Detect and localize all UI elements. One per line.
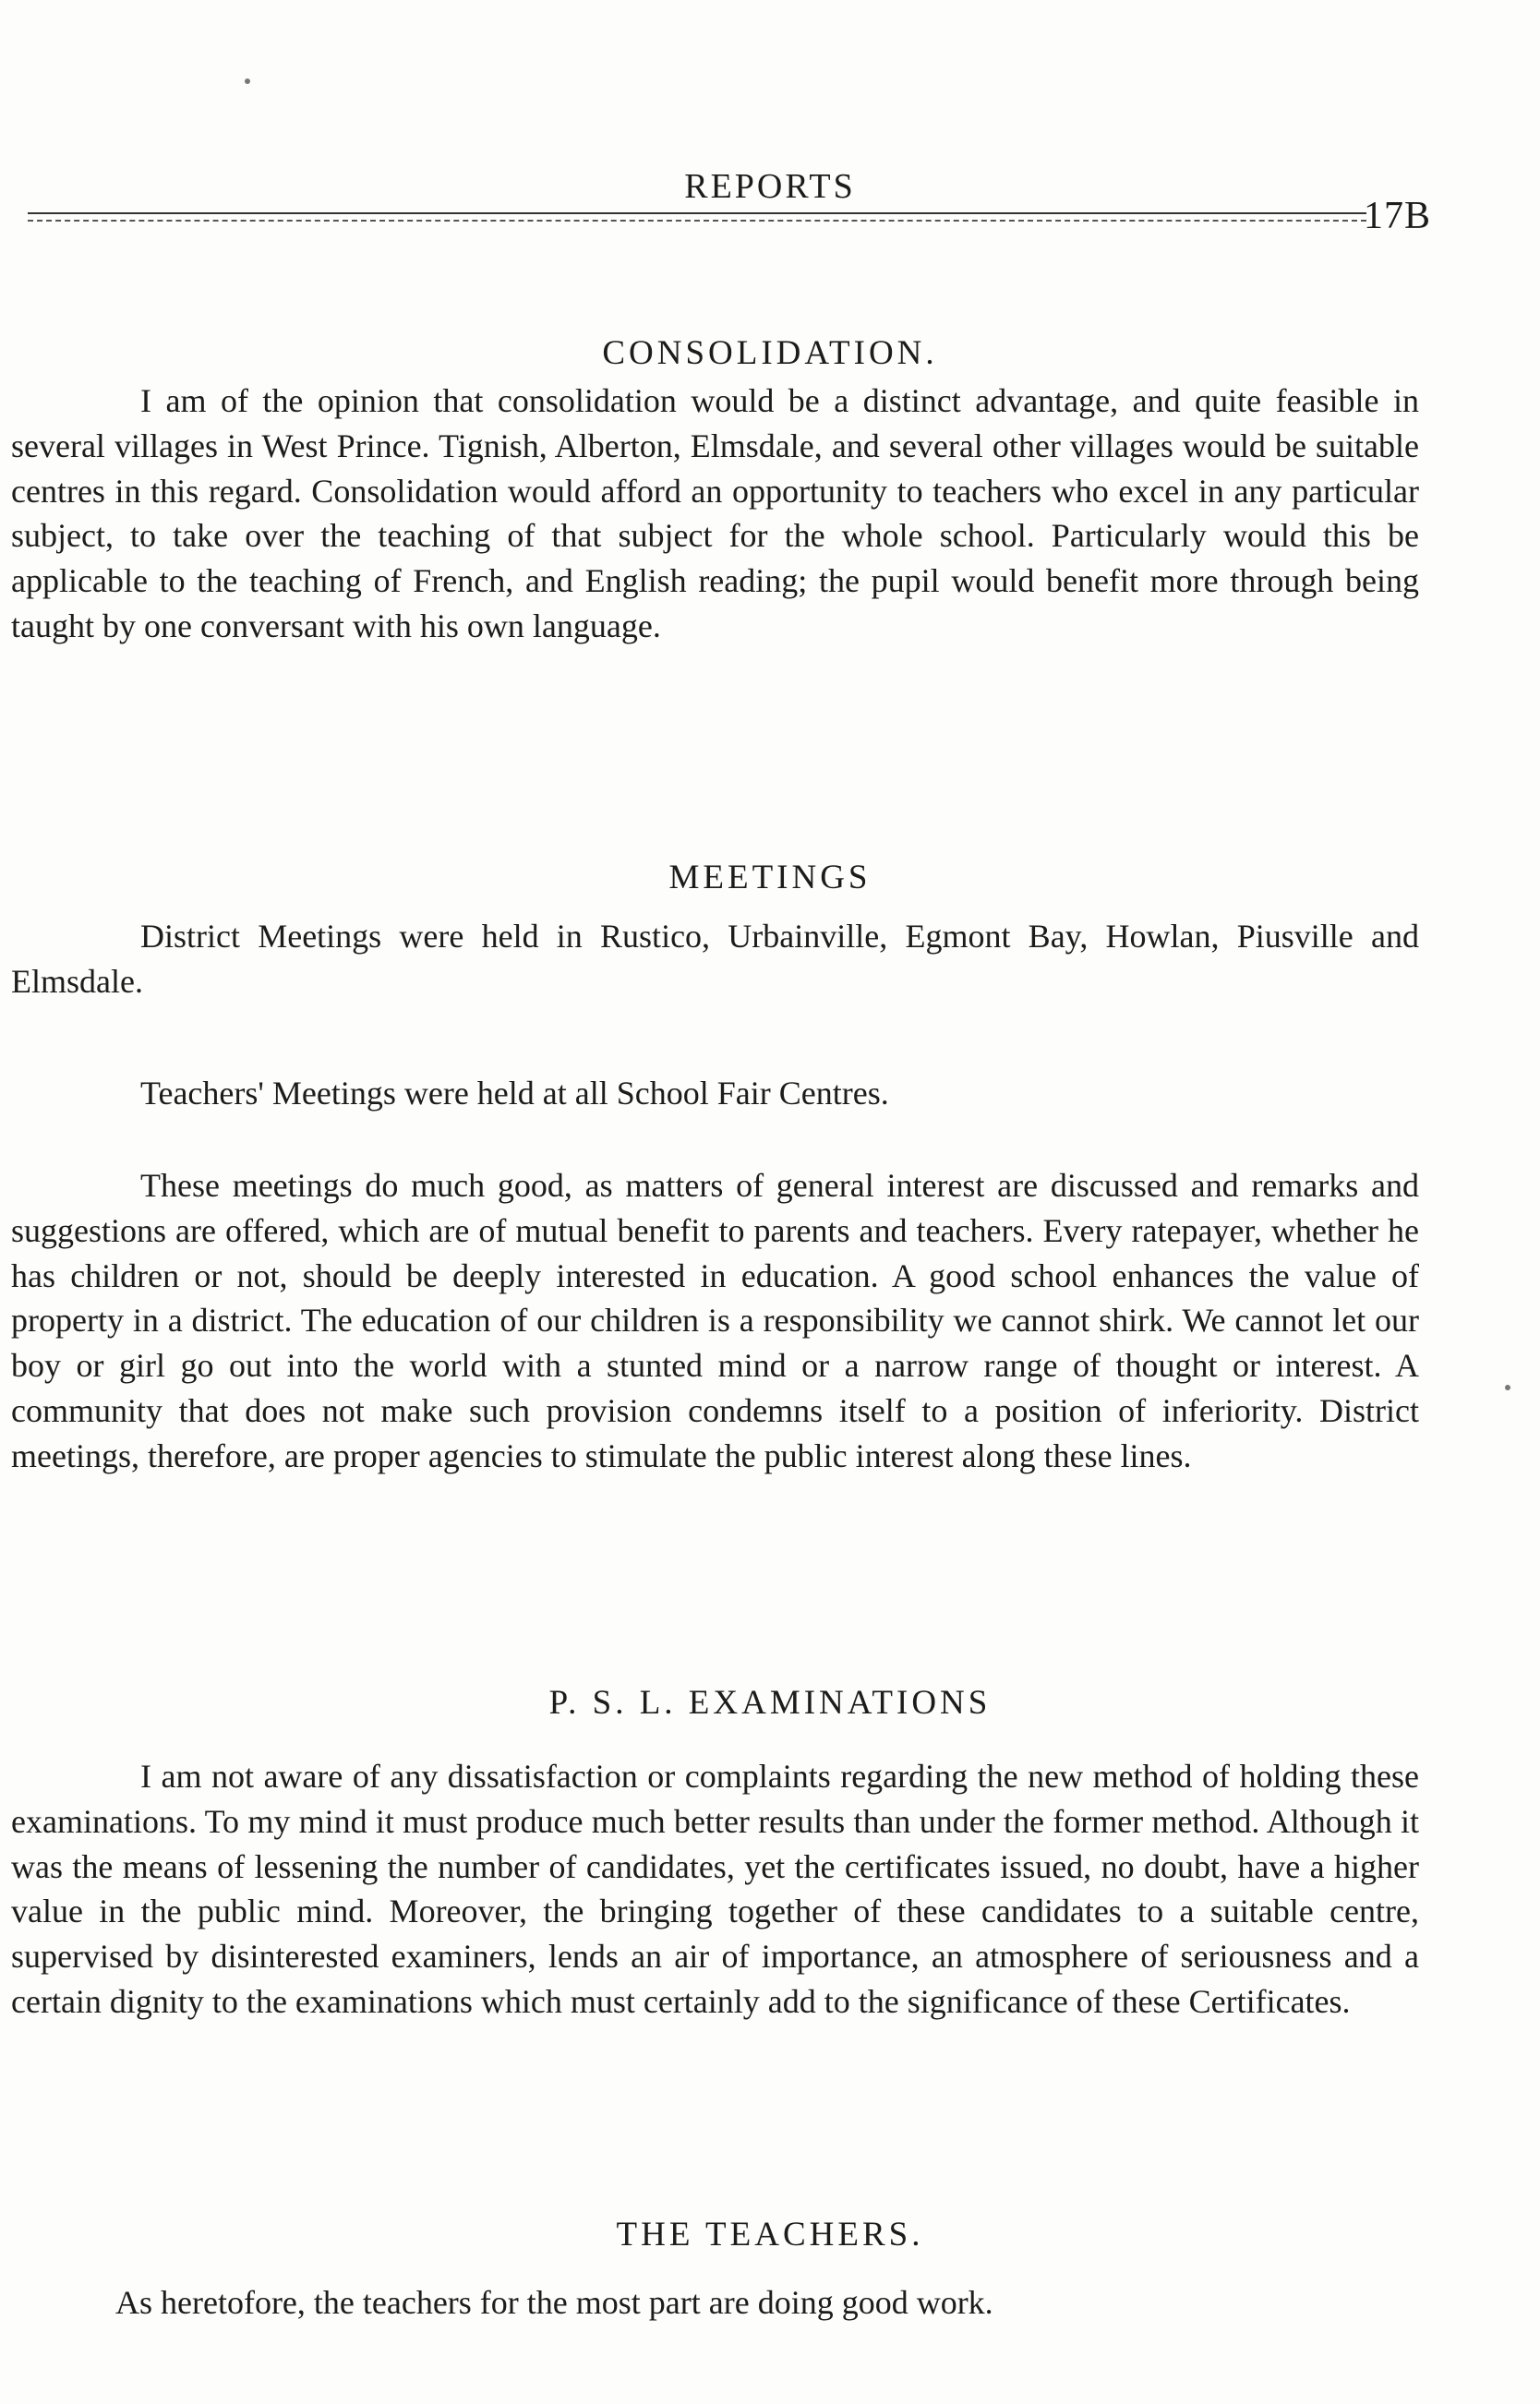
page-number: 17B — [1363, 195, 1431, 237]
section-heading-the-teachers: THE TEACHERS. — [616, 2215, 924, 2254]
scan-speck — [1505, 1385, 1510, 1390]
section-heading-meetings: MEETINGS — [668, 858, 872, 896]
header-rule — [28, 212, 1366, 214]
paragraph-meetings-benefit: These meetings do much good, as matters of general interest are discussed and remarks and suggestions are offered, which are of mutual benefit to parents and teachers. Every ratepayer, whether he has children or not, should be deeply interested in education. A good school enhances the value of property in a district. The education of our children is a responsibility we cannot shirk. We cannot let our boy or girl go out into the world with a stunted mind or a narrow range of thought or interest. A community that does not make such provision condemns itself to a position of inferiority. District meetings, therefore, are proper agencies to stimulate the public interest along these lines. — [11, 1167, 1419, 1474]
header-rule-dashed — [28, 220, 1366, 222]
paragraph-teachers-meetings: Teachers' Meetings were held at all School Fair Centres. — [140, 1075, 889, 1112]
paragraph-district-meetings: District Meetings were held in Rustico, Urbainville, Egmont Bay, Howlan, Piusville and Elmsdale. — [11, 918, 1419, 1000]
section-heading-psl-examinations: P. S. L. EXAMINATIONS — [548, 1683, 992, 1722]
paragraph-psl-examinations: I am not aware of any dissatisfaction or complaints regarding the new method of holding these examinations. To my mind it must produce much better results than under the former method. Although it was the means of lessening the number of candidates, yet the certificates issued, no doubt, have a higher value in the public mind. Moreover, the bringing together of these candidates to a suitable centre, supervised by disinterested examiners, lends an air of importance, an atmosphere of seriousness and a certain dignity to the examinations which must certainly add to the significance of these Certificates. — [11, 1758, 1419, 2020]
scan-speck — [245, 78, 250, 84]
paragraph-the-teachers: As heretofore, the teachers for the most part are doing good work. — [115, 2284, 993, 2321]
section-heading-consolidation: CONSOLIDATION. — [602, 333, 938, 372]
paragraph-consolidation: I am of the opinion that consolidation would be a distinct advantage, and quite feasible in several villages in West Prince. Tignish, Alberton, Elmsdale, and several other villages would be suitable centres in this regard. Consolidation would afford an opportunity to teachers who excel in any particular subject, to take over the teaching of that subject for the whole school. Particularly would this be applicable to the teaching of French, and English reading; the pupil would benefit more through being taught by one conversant with his own language. — [11, 382, 1419, 644]
running-head: REPORTS — [684, 167, 856, 206]
